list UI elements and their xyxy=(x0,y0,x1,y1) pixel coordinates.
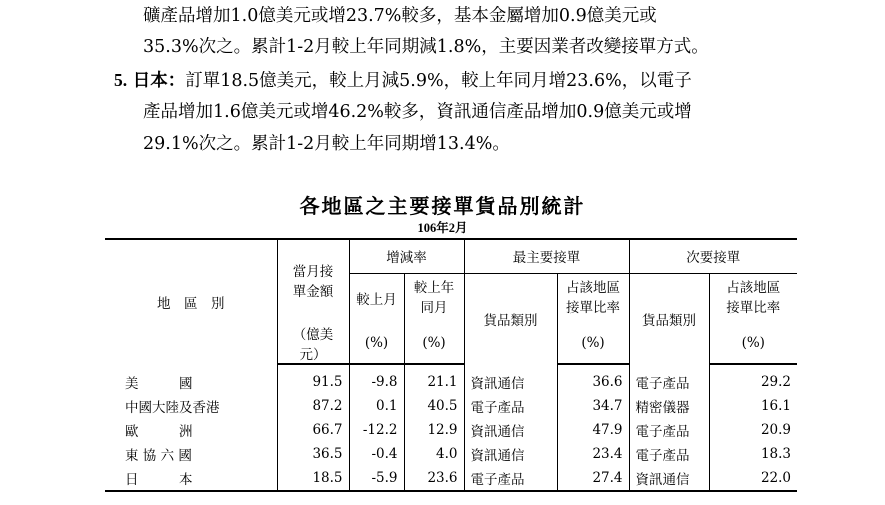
header-sec-share-line1: 占該地區 xyxy=(726,280,781,297)
row-amount: 87.2 xyxy=(277,394,349,418)
header-sec-share xyxy=(709,273,797,323)
row-mom: 0.1 xyxy=(349,394,404,418)
table-title: 各地區之主要接單貨品別統計 xyxy=(299,194,586,218)
row-main-category: 資訊通信 xyxy=(464,370,557,394)
row-main-share: 34.7 xyxy=(557,394,629,418)
item-number: 5. xyxy=(114,70,128,90)
header-sec-share-line2: 接單比率 xyxy=(726,300,781,317)
table-row xyxy=(105,394,797,418)
row-main-category: 資訊通信 xyxy=(464,442,557,466)
header-yoy-unit: (%) xyxy=(404,323,464,364)
header-main-share-line2: 接單比率 xyxy=(566,300,620,317)
row-sec-category: 精密儀器 xyxy=(629,394,709,418)
header-change-group: 增減率 xyxy=(349,239,464,273)
row-amount: 66.7 xyxy=(277,418,349,442)
paragraph-line-1: 礦產品增加1.0億美元或增23.7%較多，基本金屬增加0.9億美元或 xyxy=(143,6,657,26)
row-main-share: 47.9 xyxy=(557,418,629,442)
header-sec-share-unit: (%) xyxy=(709,323,797,364)
region-order-table xyxy=(105,238,797,492)
row-main-category: 資訊通信 xyxy=(464,418,557,442)
row-sec-share: 22.0 xyxy=(709,466,797,491)
paragraph-line-3 xyxy=(114,64,692,97)
table-subtitle: 106年2月 xyxy=(417,221,468,235)
row-main-category: 電子產品 xyxy=(464,466,557,491)
row-yoy: 21.1 xyxy=(404,370,464,394)
table-row xyxy=(105,418,797,442)
header-main-group: 最主要接單 xyxy=(464,239,629,273)
row-main-share: 23.4 xyxy=(557,442,629,466)
row-region: 日 本 xyxy=(105,466,277,491)
row-region: 歐 洲 xyxy=(125,424,193,440)
row-sec-share: 18.3 xyxy=(709,442,797,466)
header-yoy-line1: 較上年 xyxy=(413,280,455,297)
row-sec-share: 20.9 xyxy=(709,418,797,442)
item-label: 日本： xyxy=(132,71,186,91)
row-mom: -12.2 xyxy=(349,418,404,442)
header-sec-category: 貨品類別 xyxy=(629,273,709,364)
header-secondary-group: 次要接單 xyxy=(629,239,797,273)
header-mom: 較上月 xyxy=(349,273,404,323)
row-region: 中國大陸及香港 xyxy=(125,400,220,416)
table-row xyxy=(105,442,797,466)
header-mom-unit: (%) xyxy=(349,323,404,364)
header-amount-unit: （億美元） xyxy=(277,323,349,364)
header-region: 地 區 別 xyxy=(157,296,225,312)
header-main-share xyxy=(557,273,629,323)
header-main-share-unit: (%) xyxy=(557,323,629,364)
header-amount xyxy=(277,239,349,323)
row-amount: 91.5 xyxy=(277,370,349,394)
row-amount: 18.5 xyxy=(277,466,349,491)
row-main-category: 電子產品 xyxy=(464,394,557,418)
table-row xyxy=(105,370,797,394)
table-row xyxy=(105,466,797,491)
header-main-share-line1: 占該地區 xyxy=(566,280,620,297)
row-mom: -9.8 xyxy=(349,370,404,394)
header-yoy xyxy=(404,273,464,323)
row-sec-share: 29.2 xyxy=(709,370,797,394)
row-main-share: 27.4 xyxy=(557,466,629,491)
row-amount: 36.5 xyxy=(277,442,349,466)
header-amount-line2: 單金額 xyxy=(292,283,334,300)
row-region: 美 國 xyxy=(125,376,193,392)
row-region: 東 協 六 國 xyxy=(125,448,192,464)
paragraph-line-4: 產品增加1.6億美元或增46.2%較多，資訊通信產品增加0.9億美元或增 xyxy=(143,102,692,122)
header-main-category: 貨品類別 xyxy=(464,273,557,364)
row-mom: -0.4 xyxy=(349,442,404,466)
paragraph-line-2: 35.3%次之。累計1-2月較上年同期減1.8%，主要因業者改變接單方式。 xyxy=(143,37,709,57)
row-sec-category: 電子產品 xyxy=(629,442,709,466)
paragraph-line-5: 29.1%次之。累計1-2月較上年同期增13.4%。 xyxy=(143,134,510,154)
row-main-share: 36.6 xyxy=(557,370,629,394)
header-yoy-line2: 同月 xyxy=(420,300,448,317)
row-sec-share: 16.1 xyxy=(709,394,797,418)
header-amount-line1: 當月接 xyxy=(292,263,334,280)
row-sec-category: 電子產品 xyxy=(629,370,709,394)
row-yoy: 12.9 xyxy=(404,418,464,442)
paragraph-line-3-text: 訂單18.5億美元，較上月減5.9%，較上年同月增23.6%，以電子 xyxy=(185,71,692,91)
row-yoy: 40.5 xyxy=(404,394,464,418)
row-yoy: 23.6 xyxy=(404,466,464,491)
row-yoy: 4.0 xyxy=(404,442,464,466)
row-sec-category: 資訊通信 xyxy=(629,466,709,491)
row-mom: -5.9 xyxy=(349,466,404,491)
row-sec-category: 電子產品 xyxy=(629,418,709,442)
